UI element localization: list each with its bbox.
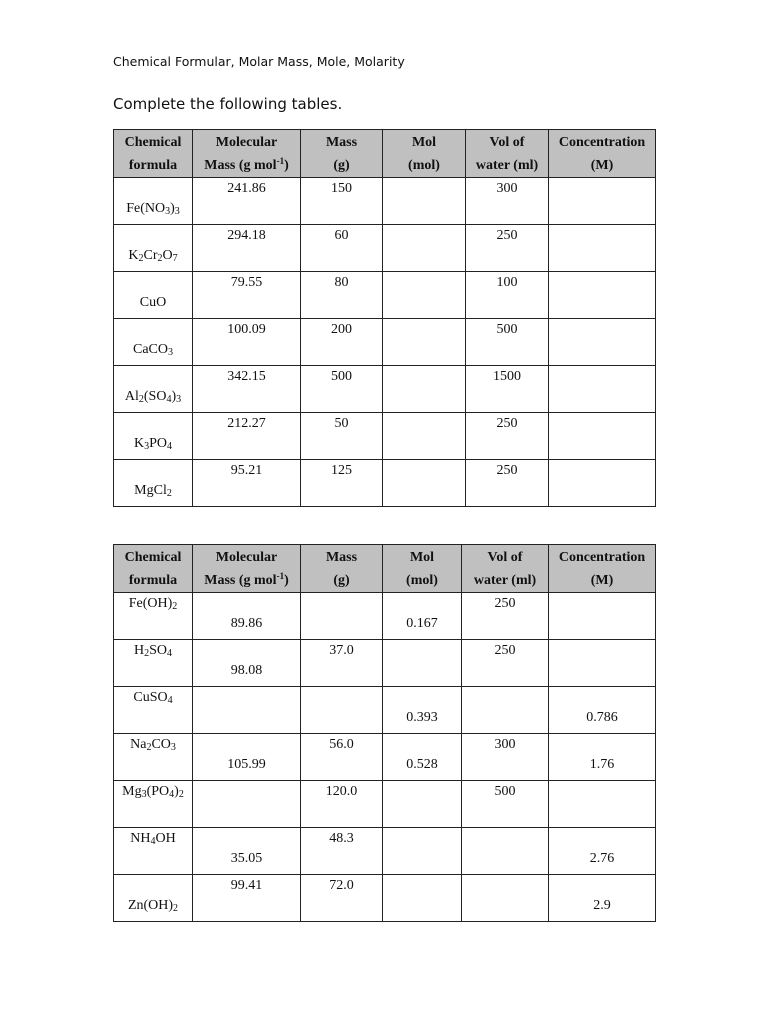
formula-cell: [114, 178, 193, 225]
header-molecular-mass: Molecular Mass (g mol$^{-1}$): [193, 130, 301, 178]
mass-cell: [301, 460, 383, 507]
molar-mass-cell-value: 212.27: [227, 416, 266, 431]
mass-cell: [301, 319, 383, 366]
table-row: [114, 828, 656, 875]
vol-cell: [466, 413, 549, 460]
concentration-cell: [549, 687, 656, 734]
vol-cell: [466, 225, 549, 272]
mass-cell: [301, 178, 383, 225]
molar-mass-cell-value: 99.41: [230, 878, 263, 893]
vol-cell: [466, 366, 549, 413]
concentration-cell: [549, 178, 656, 225]
molar-mass-cell: [193, 734, 301, 781]
concentration-cell: [549, 781, 656, 828]
header-concentration: Concentration (M): [549, 130, 656, 178]
concentration-cell: [549, 828, 656, 875]
molar-mass-cell: [193, 640, 301, 687]
formula-cell: [114, 413, 193, 460]
formula-text: CaCO$_3$: [133, 342, 173, 358]
concentration-cell-value: 1.76: [589, 757, 615, 772]
concentration-cell: [549, 640, 656, 687]
mass-cell: [301, 640, 383, 687]
header-mass: Mass (g): [301, 130, 383, 178]
mass-cell: [301, 593, 383, 640]
vol-cell: [462, 734, 549, 781]
header-concentration: Concentration (M): [549, 545, 656, 593]
document-header: Chemical Formular, Molar Mass, Mole, Molarity: [113, 54, 405, 69]
mass-cell-value: 48.3: [329, 831, 354, 846]
mass-cell-value: 37.0: [329, 643, 354, 658]
molar-mass-cell-value: 98.08: [230, 663, 263, 678]
molar-mass-cell-value: 294.18: [227, 228, 266, 243]
mol-cell: [383, 366, 466, 413]
molar-mass-cell: [193, 366, 301, 413]
mass-cell: [301, 366, 383, 413]
formula-text: $Fe(OH)_2$: [128, 596, 178, 612]
mol-cell: [383, 593, 462, 640]
vol-cell: [466, 460, 549, 507]
molar-mass-cell: [193, 413, 301, 460]
molar-mass-cell-value: 241.86: [227, 181, 266, 196]
vol-cell: [462, 593, 549, 640]
molar-mass-cell: [193, 687, 301, 734]
formula-cell: [114, 225, 193, 272]
vol-cell-value: 250: [496, 228, 518, 243]
mass-cell: [301, 272, 383, 319]
formula-text: $H_2SO_4$: [133, 643, 173, 659]
data-table-1: [113, 129, 656, 507]
vol-cell-value: 300: [494, 737, 516, 752]
mol-cell: [383, 272, 466, 319]
vol-cell: [462, 640, 549, 687]
header-mol: Mol (mol): [383, 130, 466, 178]
mass-cell: [301, 225, 383, 272]
concentration-cell: [549, 734, 656, 781]
molar-mass-cell: [193, 460, 301, 507]
molar-mass-cell-value: 89.86: [230, 616, 263, 631]
concentration-cell-value: 0.786: [586, 710, 618, 725]
vol-cell-value: 500: [496, 322, 518, 337]
table-header-row: [114, 130, 656, 178]
mass-cell: [301, 734, 383, 781]
mol-cell: [383, 225, 466, 272]
concentration-cell: [549, 225, 656, 272]
formula-text: CuO: [139, 295, 167, 310]
table-row: [114, 413, 656, 460]
table-row: [114, 734, 656, 781]
vol-cell: [466, 319, 549, 366]
molar-mass-cell-value: 100.09: [227, 322, 266, 337]
concentration-cell: [549, 413, 656, 460]
mass-cell-value: 60: [334, 228, 349, 243]
formula-text: CuSO$_4$: [133, 690, 173, 706]
formula-cell: [114, 272, 193, 319]
mol-cell-value: 0.167: [406, 616, 438, 631]
molar-mass-cell: [193, 781, 301, 828]
data-table-2: [113, 544, 656, 922]
mol-cell: [383, 640, 462, 687]
vol-cell: [462, 828, 549, 875]
header-mol: Mol (mol): [383, 545, 462, 593]
formula-cell: [114, 366, 193, 413]
table-row: [114, 272, 656, 319]
mol-cell-value: 0.393: [406, 710, 438, 725]
formula-cell: [114, 734, 193, 781]
header-vol-water: Vol of water (ml): [466, 130, 549, 178]
concentration-cell: [549, 366, 656, 413]
concentration-cell: [549, 593, 656, 640]
header-molecular-mass: Molecular Mass (g mol$^{-1}$): [193, 545, 301, 593]
concentration-cell: [549, 875, 656, 922]
formula-cell: [114, 875, 193, 922]
mol-cell: [383, 319, 466, 366]
table-row: [114, 460, 656, 507]
header-chemical-formula: Chemical formula: [114, 130, 193, 178]
header-mass: Mass (g): [301, 545, 383, 593]
vol-cell-value: 300: [496, 181, 518, 196]
concentration-cell: [549, 319, 656, 366]
formula-cell: [114, 640, 193, 687]
mass-cell: [301, 413, 383, 460]
table-row: [114, 319, 656, 366]
mass-cell: [301, 875, 383, 922]
mass-cell-value: 125: [331, 463, 352, 478]
mass-cell-value: 72.0: [329, 878, 354, 893]
mol-cell: [383, 413, 466, 460]
mol-cell: [383, 178, 466, 225]
molar-mass-cell: [193, 875, 301, 922]
concentration-cell-value: 2.9: [593, 898, 611, 913]
formula-cell: [114, 319, 193, 366]
concentration-cell: [549, 460, 656, 507]
mass-cell-value: 150: [331, 181, 352, 196]
vol-cell: [462, 687, 549, 734]
concentration-cell-value: 2.76: [589, 851, 615, 866]
vol-cell: [462, 875, 549, 922]
mass-cell-value: 80: [334, 275, 349, 290]
formula-cell: [114, 593, 193, 640]
mass-cell-value: 120.0: [325, 784, 358, 799]
table-row: [114, 640, 656, 687]
table-row: [114, 366, 656, 413]
vol-cell: [462, 781, 549, 828]
mass-cell-value: 500: [331, 369, 352, 384]
instructions-text: Complete the following tables.: [113, 95, 343, 113]
formula-cell: [114, 460, 193, 507]
vol-cell: [466, 178, 549, 225]
mol-cell: [383, 781, 462, 828]
formula-text: $K_2Cr_2O_7$: [128, 248, 178, 264]
formula-cell: [114, 828, 193, 875]
table-row: [114, 875, 656, 922]
vol-cell-value: 250: [494, 643, 516, 658]
formula-text: $Fe(NO_3)_3$: [126, 201, 180, 217]
mol-cell-value: 0.528: [406, 757, 438, 772]
vol-cell-value: 1500: [493, 369, 521, 384]
formula-text: $Na_2CO_3$: [130, 737, 176, 753]
table-row: [114, 781, 656, 828]
formula-text: $K_3PO_4$: [133, 436, 173, 452]
molar-mass-cell-value: 95.21: [230, 463, 263, 478]
vol-cell-value: 250: [496, 416, 518, 431]
table-row: [114, 178, 656, 225]
vol-cell-value: 500: [494, 784, 516, 799]
mol-cell: [383, 828, 462, 875]
table-row: [114, 225, 656, 272]
mass-cell-value: 200: [331, 322, 352, 337]
mass-cell-value: 50: [334, 416, 349, 431]
molar-mass-cell: [193, 272, 301, 319]
formula-cell: [114, 781, 193, 828]
table-header-row: [114, 545, 656, 593]
formula-text: $Zn(OH)_2$: [127, 898, 179, 914]
mass-cell-value: 56.0: [329, 737, 354, 752]
molar-mass-cell: [193, 828, 301, 875]
vol-cell-value: 250: [496, 463, 518, 478]
formula-text: $NH_4OH$: [130, 831, 176, 847]
vol-cell: [466, 272, 549, 319]
molar-mass-cell-value: 105.99: [227, 757, 266, 772]
formula-cell: [114, 687, 193, 734]
formula-text: $Al_2(SO_4)_3$: [124, 389, 182, 405]
vol-cell-value: 100: [496, 275, 518, 290]
molar-mass-cell: [193, 319, 301, 366]
table-row: [114, 593, 656, 640]
molar-mass-cell-value: 342.15: [227, 369, 266, 384]
mol-cell: [383, 875, 462, 922]
mol-cell: [383, 687, 462, 734]
mol-cell: [383, 460, 466, 507]
mass-cell: [301, 781, 383, 828]
mass-cell: [301, 687, 383, 734]
formula-text: $Mg_3(PO_4)_2$: [122, 784, 184, 800]
molar-mass-cell: [193, 178, 301, 225]
molar-mass-cell: [193, 593, 301, 640]
table-row: [114, 687, 656, 734]
header-chemical-formula: Chemical formula: [114, 545, 193, 593]
header-vol-water: Vol of water (ml): [462, 545, 549, 593]
molar-mass-cell: [193, 225, 301, 272]
molar-mass-cell-value: 35.05: [230, 851, 263, 866]
formula-text: MgCl$_2$: [134, 483, 172, 499]
mass-cell: [301, 828, 383, 875]
molar-mass-cell-value: 79.55: [230, 275, 263, 290]
mol-cell: [383, 734, 462, 781]
vol-cell-value: 250: [494, 596, 516, 611]
concentration-cell: [549, 272, 656, 319]
